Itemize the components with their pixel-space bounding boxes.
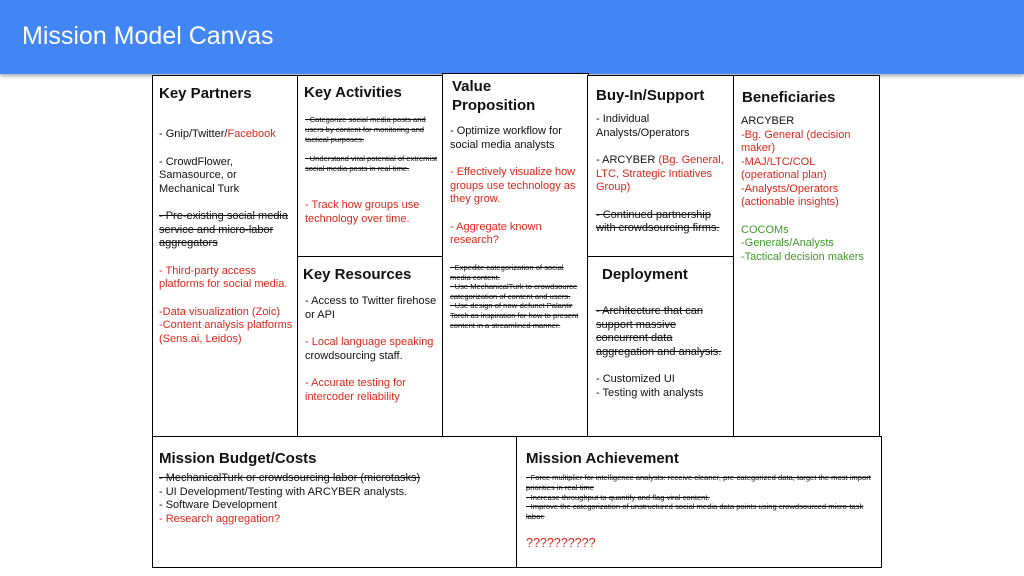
- beneficiaries-item: ARCYBER: [741, 115, 795, 127]
- key-activities-item: - Track how groups use technology over time.: [305, 199, 420, 225]
- buy-in-support-item: - Continued partnership with crowdsourcing firms.: [596, 208, 720, 234]
- key-activities-box: [297, 75, 444, 258]
- key-activities-item: - Categorize social media posts and users by content for monitoring and tactical purposes.: [305, 115, 426, 144]
- mission-budget-item: - Software Development: [159, 499, 277, 511]
- key-resources-item: - Local language speaking crowdsourcing staff.: [305, 336, 434, 362]
- deployment-item: - Customized UI: [596, 373, 675, 385]
- beneficiaries-item: COCOMs: [741, 223, 789, 236]
- key-partners-item: - Gnip/Twitter/Facebook: [159, 128, 276, 140]
- key-activities-item: - Understand viral potential of extremist social media posts in real-time.: [305, 154, 438, 173]
- header-bar: [0, 0, 1024, 74]
- deployment-item: - Testing with analysts: [596, 386, 704, 399]
- beneficiaries-item: -Tactical decision makers: [741, 250, 864, 263]
- beneficiaries-list: [741, 115, 875, 264]
- key-resources-box: [297, 256, 444, 438]
- beneficiaries-item: -Bg. General (decision maker): [741, 128, 851, 154]
- mission-budget-title: Mission Budget/Costs: [159, 450, 317, 467]
- value-proposition-box: [442, 73, 589, 438]
- mission-budget-item: - UI Development/Testing with ARCYBER analysts.: [159, 485, 408, 498]
- key-partners-item: - CrowdFlower, Samasource, or Mechanical Turk: [159, 155, 240, 195]
- key-partners-item: - Third-party access platforms for social media.: [159, 264, 288, 290]
- mission-budget-list: [159, 472, 509, 526]
- mission-achievement-note: - Increase throughput to quantify and flag viral content.: [526, 492, 710, 502]
- buy-in-support-item: - ARCYBER (Bg. General, LTC, Strategic Intiatives Group): [596, 154, 724, 193]
- key-resources-item: - Accurate testing for intercoder reliability: [305, 377, 406, 403]
- value-proposition-item: - Aggregate known research?: [450, 220, 542, 246]
- mission-budget-item: - MechanicalTurk or crowdsourcing labor (microtasks): [159, 472, 421, 484]
- key-resources-list: [305, 295, 439, 404]
- mission-achievement-box: [516, 436, 882, 568]
- buy-in-support-box: [587, 75, 734, 258]
- key-partners-item: -Content analysis platforms (Sens.ai, Leidos): [159, 319, 293, 345]
- value-proposition-note: - Expedite categorization of social media content.: [450, 263, 564, 282]
- value-proposition-item: - Optimize workflow for social media analysts: [450, 125, 562, 151]
- deployment-item: - Architecture that can support massive concurrent data aggregation and analysis.: [596, 305, 722, 358]
- key-resources-item: - Access to Twitter firehose or API: [305, 295, 437, 321]
- buy-in-support-item: - Individual Analysts/Operators: [596, 113, 690, 139]
- beneficiaries-item: -Analysts/Operators (actionable insights): [741, 182, 839, 208]
- beneficiaries-item: -MAJ/LTC/COL (operational plan): [741, 155, 827, 181]
- page-title: Mission Model Canvas: [22, 22, 274, 50]
- mission-achievement-note: - Improve the categorization of unstructured social media data points using crowdsourced micro-task labor.: [526, 502, 864, 522]
- mission-budget-box: [152, 436, 518, 568]
- key-partners-box: [152, 75, 299, 438]
- value-proposition-note: - Use design of now-defunct Palantir Torch as inspiration for how to present content in a streamlined manner.: [450, 301, 579, 330]
- deployment-title: Deployment: [602, 266, 688, 283]
- mission-achievement-question: ??????????: [526, 536, 596, 550]
- value-proposition-item: - Effectively visualize how groups use technology as they grow.: [450, 166, 576, 205]
- key-activities-title: Key Activities: [304, 84, 402, 101]
- key-partners-item: - Pre-existing social media service and micro-labor aggregators: [159, 210, 288, 249]
- value-proposition-note: - Use MechanicalTurk to crowdsource categorization of content and users.: [450, 282, 578, 301]
- key-resources-title: Key Resources: [303, 266, 412, 283]
- beneficiaries-item: -Generals/Analysts: [741, 237, 834, 249]
- mission-achievement-notes: [526, 473, 871, 522]
- deployment-list: [596, 305, 726, 400]
- mission-achievement-title: Mission Achievement: [526, 450, 679, 467]
- buy-in-support-list: [596, 113, 732, 236]
- deployment-box: [587, 256, 734, 438]
- beneficiaries-box: [733, 75, 880, 438]
- mission-achievement-note: - Force multiplier for intelligence analysts: receive cleaner, pre-categorized data, target the most import priorities in real time: [526, 473, 871, 492]
- key-partners-title: Key Partners: [159, 85, 252, 102]
- key-partners-list: [159, 128, 293, 346]
- value-proposition-notes: [450, 263, 586, 330]
- mission-budget-item: - Research aggregation?: [159, 512, 281, 525]
- buy-in-support-title: Buy-In/Support: [596, 87, 705, 104]
- key-partners-item: -Data visualization (Zoic): [159, 305, 281, 318]
- value-proposition-title: Value Proposition: [452, 78, 536, 114]
- value-proposition-list: [450, 125, 586, 248]
- beneficiaries-title: Beneficiaries: [742, 89, 836, 106]
